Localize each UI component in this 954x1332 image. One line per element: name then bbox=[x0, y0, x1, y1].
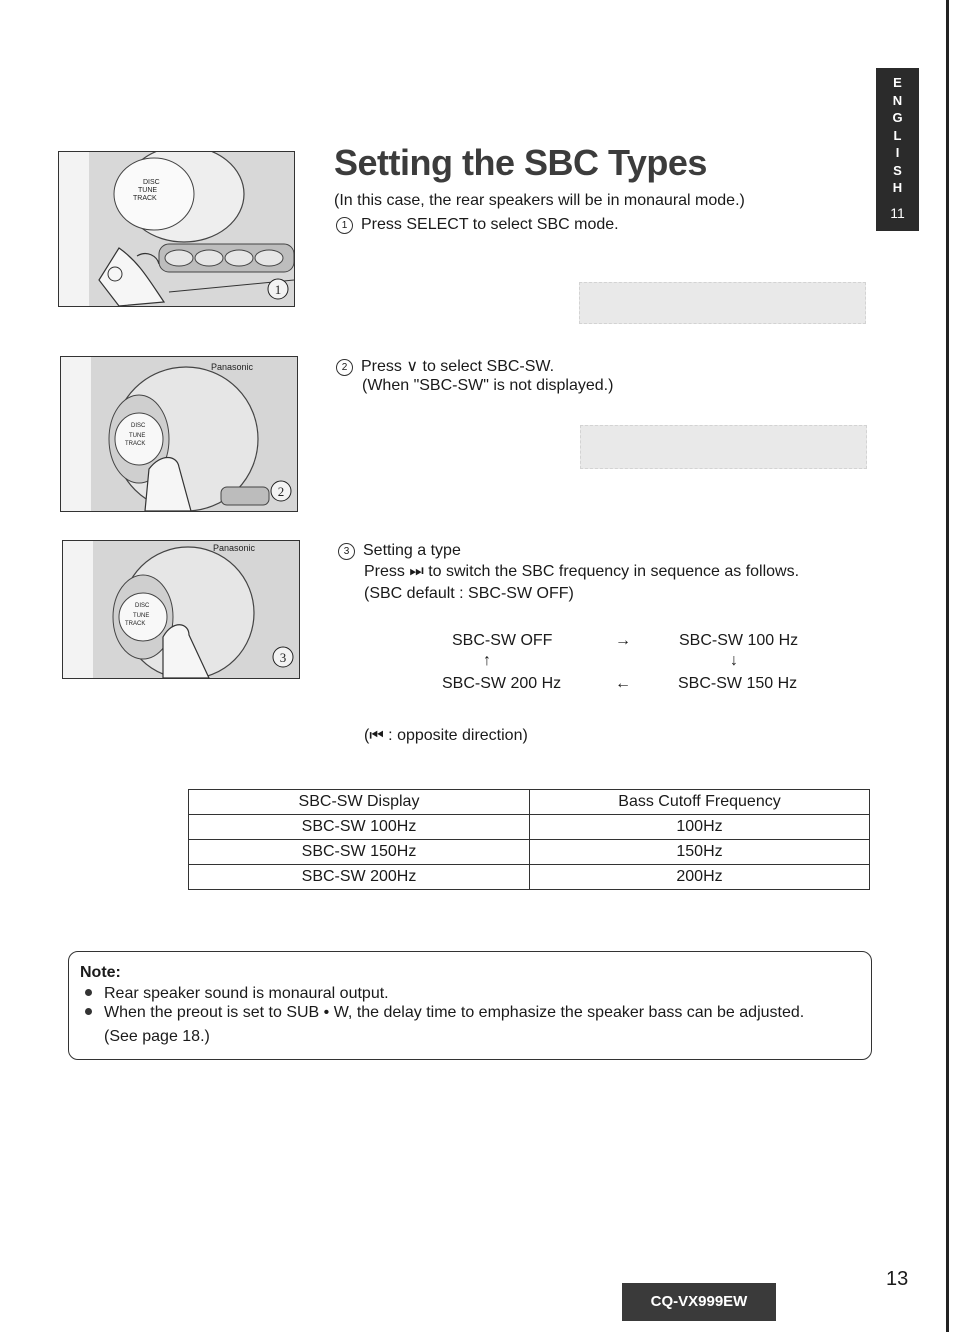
fig3-step-marker: 3 bbox=[279, 650, 287, 665]
fig2-disc-label: DISC bbox=[131, 423, 146, 429]
note-item-text: When the preout is set to SUB • W, the delay time to emphasize the speaker bass can be adjusted. bbox=[104, 1004, 805, 1021]
step-1 bbox=[336, 216, 619, 234]
table-header-display: SBC-SW Display bbox=[189, 790, 530, 815]
cycle-top-left: SBC-SW OFF bbox=[452, 632, 553, 649]
bullet-icon bbox=[85, 989, 92, 996]
fig2-panasonic-label: Panasonic bbox=[211, 362, 254, 372]
model-name: CQ-VX999EW bbox=[650, 1293, 748, 1310]
table-row bbox=[189, 865, 870, 890]
table-cell-frequency: 200Hz bbox=[530, 865, 870, 890]
cycle-arrow-up: ↑ bbox=[483, 652, 491, 669]
cycle-arrow-left: ← bbox=[615, 675, 631, 692]
step-3 bbox=[338, 542, 461, 560]
side-tab-letter: E bbox=[893, 75, 902, 90]
step-2-note: (When "SBC-SW" is not displayed.) bbox=[362, 377, 614, 394]
figure-step-3 bbox=[62, 540, 300, 679]
step-2-text: Press ∨ to select SBC-SW. bbox=[361, 358, 555, 375]
display-placeholder-2 bbox=[580, 425, 867, 469]
figure-step-2 bbox=[60, 356, 298, 512]
fig2-step-marker: 2 bbox=[277, 484, 285, 499]
model-badge bbox=[622, 1283, 776, 1321]
figure-step-3-illustration bbox=[63, 541, 299, 678]
cycle-bottom-right: SBC-SW 150 Hz bbox=[678, 675, 798, 692]
step-1-text: Press SELECT to select SBC mode. bbox=[361, 216, 619, 233]
page-title: Setting the SBC Types bbox=[334, 142, 707, 183]
figure-step-1 bbox=[58, 151, 295, 307]
cycle-arrow-right: → bbox=[615, 632, 631, 649]
display-placeholder-1 bbox=[579, 282, 866, 324]
step-2-marker: 2 bbox=[336, 359, 353, 376]
page-number: 13 bbox=[886, 1268, 909, 1290]
table-cell-frequency: 100Hz bbox=[530, 815, 870, 840]
figure-step-2-illustration bbox=[61, 357, 297, 511]
side-tab-letters bbox=[876, 74, 919, 197]
table-cell-display: SBC-SW 200Hz bbox=[189, 865, 530, 890]
note-item bbox=[85, 985, 389, 1003]
bullet-icon bbox=[85, 1008, 92, 1015]
fig2-tune-label: TUNE bbox=[129, 433, 146, 439]
fig2-track-label: TRACK bbox=[125, 441, 146, 447]
step-3-instruction: Press ⏭ to switch the SBC frequency in sequence as follows. bbox=[364, 563, 800, 580]
language-side-tab bbox=[876, 68, 919, 231]
opposite-direction-note: (⏮ : opposite direction) bbox=[364, 727, 528, 744]
table-cell-display: SBC-SW 150Hz bbox=[189, 840, 530, 865]
note-see-page: (See page 18.) bbox=[104, 1028, 210, 1045]
side-tab-letter: N bbox=[892, 92, 903, 108]
step-3-marker: 3 bbox=[338, 543, 355, 560]
fig1-track-label: TRACK bbox=[133, 195, 157, 202]
table-header-row bbox=[189, 790, 870, 815]
fig3-track-label: TRACK bbox=[125, 621, 146, 627]
fig3-disc-label: DISC bbox=[135, 603, 150, 609]
note-item bbox=[85, 1004, 804, 1022]
step-2 bbox=[336, 356, 554, 376]
fig1-step-marker: 1 bbox=[274, 282, 282, 297]
page-edge-rule bbox=[946, 0, 949, 1332]
table-row bbox=[189, 840, 870, 865]
fig1-tune-label: TUNE bbox=[138, 187, 158, 194]
note-item-text: Rear speaker sound is monaural output. bbox=[104, 985, 389, 1002]
side-tab-letter: L bbox=[893, 127, 902, 143]
side-tab-page: 11 bbox=[890, 205, 905, 221]
cycle-bottom-left: SBC-SW 200 Hz bbox=[442, 675, 562, 692]
cycle-top-right: SBC-SW 100 Hz bbox=[679, 632, 799, 649]
side-tab-letter: I bbox=[895, 145, 900, 160]
intro-text: (In this case, the rear speakers will be in monaural mode.) bbox=[334, 192, 745, 209]
table-cell-display: SBC-SW 100Hz bbox=[189, 815, 530, 840]
fig3-panasonic-label: Panasonic bbox=[213, 543, 256, 553]
sbc-frequency-table bbox=[188, 789, 870, 890]
note-title: Note: bbox=[80, 964, 121, 981]
side-tab-letter: G bbox=[892, 110, 903, 125]
step-1-marker: 1 bbox=[336, 217, 353, 234]
fig3-tune-label: TUNE bbox=[133, 613, 150, 619]
side-tab-letter: S bbox=[893, 162, 902, 178]
cycle-arrow-down: ↓ bbox=[730, 652, 738, 669]
table-header-frequency: Bass Cutoff Frequency bbox=[530, 790, 870, 815]
step-3-heading: Setting a type bbox=[363, 542, 461, 559]
side-tab-letter: H bbox=[892, 180, 903, 195]
figure-step-1-illustration bbox=[59, 152, 294, 306]
step-3-default: (SBC default : SBC-SW OFF) bbox=[364, 585, 574, 602]
table-cell-frequency: 150Hz bbox=[530, 840, 870, 865]
table-row bbox=[189, 815, 870, 840]
fig1-disc-label: DISC bbox=[143, 179, 160, 186]
